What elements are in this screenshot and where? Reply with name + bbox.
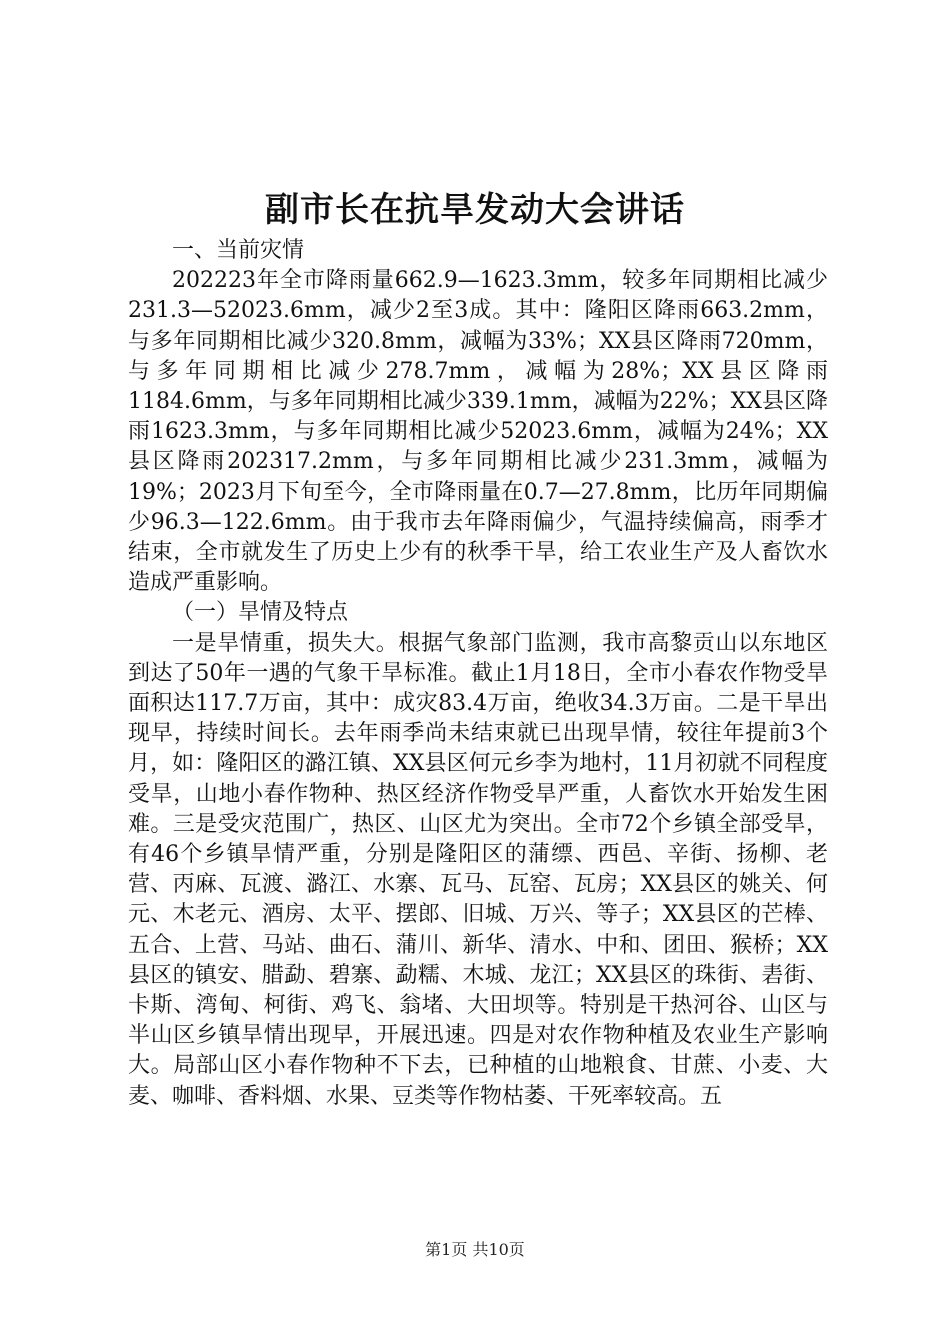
- paragraph-rainfall: 202223年全市降雨量662.9—1623.3mm，较多年同期相比减少231.3—52023.6mm，减少2至3成。其中：隆阳区降雨663.2mm，与多年同期相比减少320.8mm，减幅为33%；XX县区降雨720mm，与多年同期相比减少278.7mm，减幅为28%；XX县区降雨1184.6mm，与多年同期相比减少339.1mm，减幅为22%；XX县区降雨1623.3mm，与多年同期相比减少52023.6mm，减幅为24%；XX县区降雨202317.2mm，与多年同期相比减少231.3mm，减幅为19%；2023月下旬至今，全市降雨量在0.7—27.8mm，比历年同期偏少96.3—122.6mm。由于我市去年降雨偏少，气温持续偏高，雨季才结束，全市就发生了历史上少有的秋季干旱，给工农业生产及人畜饮水造成严重影响。: [128, 268, 828, 596]
- page-number: 第1页 共10页: [425, 1240, 525, 1259]
- document-body: [128, 236, 828, 1112]
- document-title: 副市长在抗旱发动大会讲话: [265, 190, 685, 230]
- section-heading: 一、当前灾情: [172, 238, 305, 263]
- subsection-heading: （一）旱情及特点: [172, 600, 349, 626]
- paragraph-drought-features: 一是旱情重，损失大。根据气象部门监测，我市高黎贡山以东地区到达了50年一遇的气象干旱标准。截止1月18日，全市小春农作物受旱面积达117.7万亩，其中：成灾83.4万亩，绝收34.3万亩。二是干旱出现早，持续时间长。去年雨季尚未结束就已出现旱情，较往年提前3个月，如：隆阳区的潞江镇、XX县区何元乡李为地村，11月初就不同程度受旱，山地小春作物种、热区经济作物受旱严重，人畜饮水开始发生困难。三是受灾范围广，热区、山区尤为突出。全市72个乡镇全部受旱，有46个乡镇旱情严重，分别是隆阳区的蒲缥、西邑、辛街、扬柳、老营、丙麻、瓦渡、潞江、水寨、瓦马、瓦窑、瓦房；XX县区的姚关、何元、木老元、酒房、太平、摆郎、旧城、万兴、等子；XX县区的芒棒、五合、上营、马站、曲石、蒲川、新华、清水、中和、团田、猴桥；XX县区的镇安、腊勐、碧寨、勐糯、木城、龙江；XX县区的珠街、砉街、卡斯、湾甸、柯街、鸡飞、翁堵、大田坝等。特别是干热河谷、山区与半山区乡镇旱情出现早，开展迅速。四是对农作物种植及农业生产影响大。局部山区小春作物种不下去，已种植的山地粮食、甘蔗、小麦、大麦、咖啡、香料烟、水果、豆类等作物枯萎、干死率较高。五: [128, 630, 828, 1109]
